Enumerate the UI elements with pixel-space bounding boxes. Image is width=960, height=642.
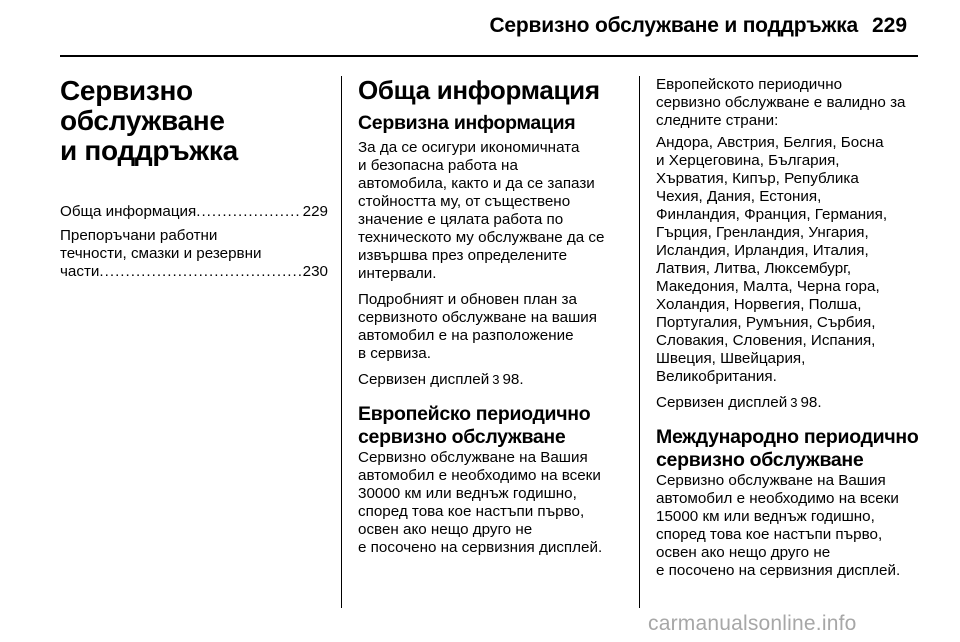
subsection-title — [358, 112, 626, 135]
chapter-title-line: обслужване — [60, 105, 225, 136]
text-line: автомобил е необходимо на всеки — [358, 467, 601, 484]
text-line: е посочено на сервизния дисплей. — [656, 562, 901, 579]
text-line: сервизно обслужване е валидно за — [656, 94, 906, 111]
page-arrow-icon: 3 — [790, 395, 798, 410]
column-divider-2 — [639, 76, 640, 608]
chapter-title — [60, 76, 328, 166]
text-line: Сервизно обслужване на Вашия — [656, 472, 886, 489]
toc-entry-page: 230 — [302, 263, 328, 280]
text-line: стойността му, от съществено — [358, 193, 571, 210]
subsection-title-line: сервизно обслужване — [656, 449, 864, 471]
cross-reference-label: Сервизен дисплей — [656, 394, 788, 411]
text-line: Сервизно обслужване на Вашия — [358, 449, 588, 466]
toc-entry-fluids[interactable] — [60, 227, 328, 281]
text-line: сервизното обслужване на вашия — [358, 309, 597, 326]
cross-reference[interactable] — [656, 394, 926, 412]
subsection-title-line: сервизно обслужване — [358, 426, 566, 448]
cross-reference-page: 98. — [502, 371, 524, 388]
text-line: Чехия, Дания, Естония, — [656, 188, 822, 205]
text-line: и безопасна работа на — [358, 157, 518, 174]
paragraph — [358, 449, 626, 557]
subsection-title — [656, 426, 926, 472]
subsection-title-line: Европейско периодично — [358, 403, 591, 425]
text-line: Гърция, Гренландия, Унгария, — [656, 224, 869, 241]
subsection-title-line: Международно периодично — [656, 426, 919, 448]
text-line: следните страни: — [656, 112, 779, 129]
header-title: Сервизно обслужване и поддръжка — [489, 14, 858, 37]
toc-entry-page: 229 — [302, 203, 328, 220]
text-line: 15000 км или веднъж годишно, — [656, 508, 875, 525]
text-line: Исландия, Ирландия, Италия, — [656, 242, 869, 259]
text-line: Хърватия, Кипър, Република — [656, 170, 859, 187]
text-line: значение е цялата работа по — [358, 211, 564, 228]
text-line: 30000 км или веднъж годишно, — [358, 485, 577, 502]
toc-entry-general-info[interactable] — [60, 203, 328, 221]
text-line: е посочено на сервизния дисплей. — [358, 539, 603, 556]
text-line: Андора, Австрия, Белгия, Босна — [656, 134, 884, 151]
text-line: Великобритания. — [656, 368, 777, 385]
paragraph — [656, 472, 926, 580]
text-line: Португалия, Румъния, Сърбия, — [656, 314, 876, 331]
country-list — [656, 134, 926, 386]
toc-entry-label: Обща информация — [60, 203, 197, 220]
cross-reference-label: Сервизен дисплей — [358, 371, 490, 388]
page-number: 229 — [872, 14, 908, 37]
subsection-title-line: Сервизна информация — [358, 112, 576, 134]
text-line: техническото му обслужване да се — [358, 229, 605, 246]
text-line: и Херцеговина, България, — [656, 152, 840, 169]
text-line: Латвия, Литва, Люксембург, — [656, 260, 852, 277]
text-line: За да се осигури икономичната — [358, 139, 580, 156]
toc-leader-dots — [99, 263, 300, 281]
cross-reference[interactable] — [358, 371, 626, 389]
toc-leader-dots — [196, 203, 300, 221]
text-line: интервали. — [358, 265, 437, 282]
section-title: Обща информация — [358, 75, 600, 105]
column-divider-1 — [341, 76, 342, 608]
text-line: автомобил е на разположение — [358, 327, 574, 344]
left-column — [60, 76, 328, 287]
text-line: Финландия, Франция, Германия, — [656, 206, 888, 223]
text-line: извършва през определените — [358, 247, 568, 264]
text-line: според това кое настъпи първо, — [656, 526, 883, 543]
paragraph — [656, 76, 926, 130]
paragraph — [358, 139, 626, 283]
toc-entry-label: части — [60, 263, 100, 280]
text-line: освен ако нещо друго не — [656, 544, 831, 561]
toc-entry-label: Препоръчани работни — [60, 227, 218, 244]
text-line: автомобил е необходимо на всеки — [656, 490, 899, 507]
text-line: Подробният и обновен план за — [358, 291, 577, 308]
text-line: Холандия, Норвегия, Полша, — [656, 296, 862, 313]
cross-reference-page: 98. — [800, 394, 822, 411]
header-divider — [60, 55, 918, 57]
toc-entry-label: течности, смазки и резервни — [60, 245, 262, 262]
table-of-contents — [60, 203, 328, 281]
text-line: автомобила, както и да се запази — [358, 175, 595, 192]
middle-column — [358, 76, 626, 557]
text-line: в сервиза. — [358, 345, 431, 362]
text-line: според това кое настъпи първо, — [358, 503, 585, 520]
text-line: Европейското периодично — [656, 76, 843, 93]
watermark: carmanualsonline.info — [648, 612, 857, 635]
paragraph — [358, 291, 626, 363]
chapter-title-line: и поддръжка — [60, 135, 238, 166]
right-column — [656, 76, 926, 580]
text-line: Швеция, Швейцария, — [656, 350, 806, 367]
page-arrow-icon: 3 — [492, 372, 500, 387]
text-line: освен ако нещо друго не — [358, 521, 533, 538]
chapter-title-line: Сервизно — [60, 75, 193, 106]
subsection-title — [358, 403, 626, 449]
text-line: Македония, Малта, Черна гора, — [656, 278, 880, 295]
text-line: Словакия, Словения, Испания, — [656, 332, 876, 349]
